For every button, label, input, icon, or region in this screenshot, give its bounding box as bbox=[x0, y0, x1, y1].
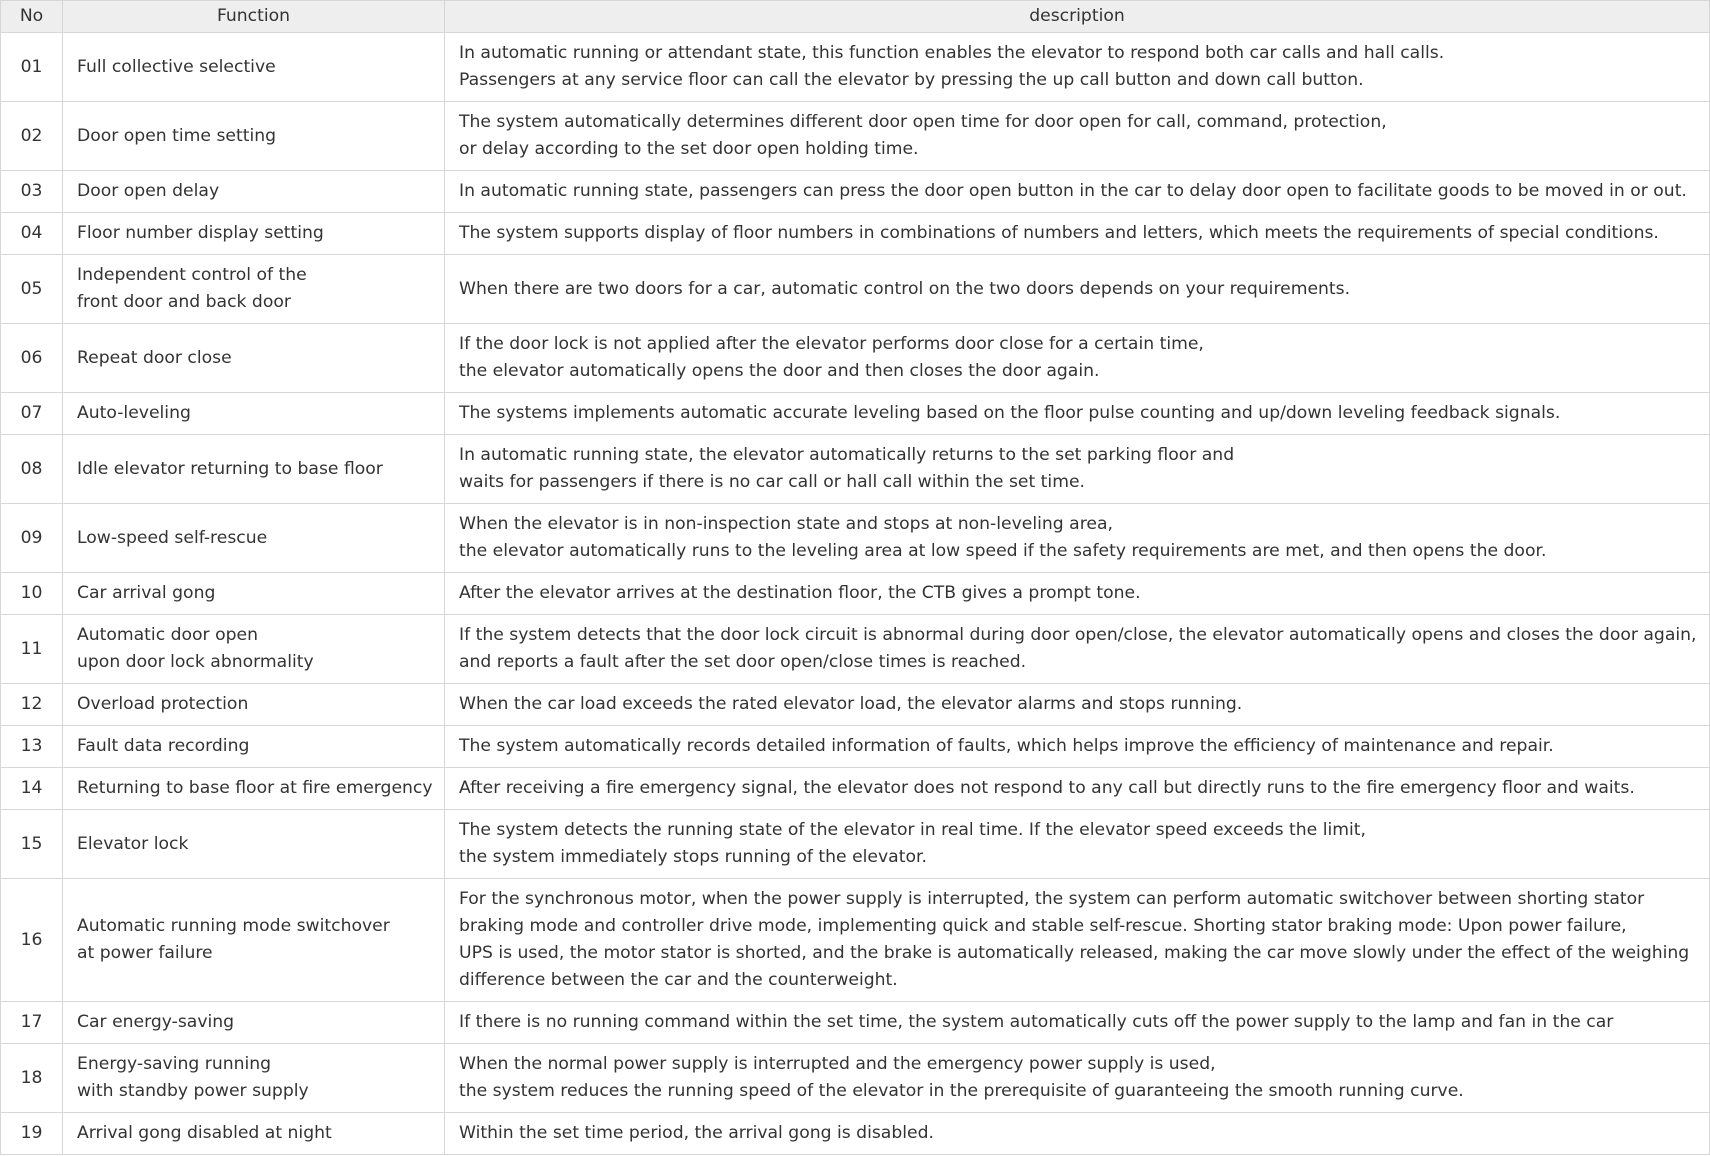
function-text: with standby power supply bbox=[77, 1081, 309, 1101]
function-text: Car arrival gong bbox=[77, 583, 216, 603]
function-text: Full collective selective bbox=[77, 56, 276, 77]
header-no: No bbox=[1, 1, 63, 33]
description-cell bbox=[445, 768, 1710, 810]
description-text: When there are two doors for a car, automatic control on the two doors depends on your requirements. bbox=[459, 278, 1351, 299]
description-cell bbox=[445, 1044, 1710, 1113]
function-cell bbox=[63, 102, 445, 171]
description-text: the system immediately stops running of the elevator. bbox=[459, 847, 927, 867]
function-cell bbox=[63, 504, 445, 573]
description-text: The system automatically determines different door open time for door open for call, command, protection, bbox=[459, 112, 1387, 132]
header-description: description bbox=[445, 1, 1710, 33]
description-text: If the door lock is not applied after the elevator performs door close for a certain time, bbox=[459, 334, 1204, 354]
function-cell bbox=[63, 255, 445, 324]
function-cell bbox=[63, 684, 445, 726]
function-cell bbox=[63, 393, 445, 435]
table-row bbox=[1, 504, 1710, 573]
table-row bbox=[1, 435, 1710, 504]
row-number: 11 bbox=[1, 615, 63, 684]
description-cell bbox=[445, 171, 1710, 213]
description-text: For the synchronous motor, when the power supply is interrupted, the system can perform automatic switchover between shorting stator bbox=[459, 889, 1645, 909]
function-text: front door and back door bbox=[77, 292, 291, 312]
description-text: The systems implements automatic accurate leveling based on the floor pulse counting and up/down leveling feedback signals. bbox=[459, 403, 1561, 423]
description-cell bbox=[445, 393, 1710, 435]
row-number: 19 bbox=[1, 1113, 63, 1155]
row-number: 10 bbox=[1, 573, 63, 615]
table-row bbox=[1, 102, 1710, 171]
description-text: The system supports display of floor numbers in combinations of numbers and letters, which meets the requirements of special conditions. bbox=[459, 223, 1659, 243]
table-row bbox=[1, 324, 1710, 393]
description-text: Passengers at any service floor can call the elevator by pressing the up call button and down call button. bbox=[459, 70, 1364, 90]
description-cell bbox=[445, 213, 1710, 255]
function-cell bbox=[63, 171, 445, 213]
row-number: 05 bbox=[1, 255, 63, 324]
description-text: After the elevator arrives at the destination floor, the CTB gives a prompt tone. bbox=[459, 583, 1141, 603]
function-text: Energy-saving running bbox=[77, 1054, 272, 1074]
function-text: at power failure bbox=[77, 943, 213, 963]
description-text: When the elevator is in non-inspection state and stops at non-leveling area, bbox=[459, 514, 1113, 534]
table-row bbox=[1, 573, 1710, 615]
function-text: upon door lock abnormality bbox=[77, 652, 314, 672]
description-cell bbox=[445, 435, 1710, 504]
header-function: Function bbox=[63, 1, 445, 33]
table-row bbox=[1, 768, 1710, 810]
row-number: 07 bbox=[1, 393, 63, 435]
function-text: Arrival gong disabled at night bbox=[77, 1123, 332, 1143]
description-cell bbox=[445, 33, 1710, 102]
description-text: Within the set time period, the arrival gong is disabled. bbox=[459, 1123, 934, 1143]
description-text: In automatic running or attendant state, this function enables the elevator to respond both car calls and hall calls. bbox=[459, 43, 1445, 63]
function-text: Elevator lock bbox=[77, 833, 189, 854]
description-text: When the normal power supply is interrupted and the emergency power supply is used, bbox=[459, 1054, 1216, 1074]
description-cell bbox=[445, 1113, 1710, 1155]
table-row bbox=[1, 171, 1710, 213]
row-number: 09 bbox=[1, 504, 63, 573]
description-text: If the system detects that the door lock circuit is abnormal during door open/close, the elevator automatically opens and closes the door again, bbox=[459, 625, 1697, 645]
table-row bbox=[1, 33, 1710, 102]
table-row bbox=[1, 879, 1710, 1002]
table-row bbox=[1, 726, 1710, 768]
row-number: 06 bbox=[1, 324, 63, 393]
description-text: The system automatically records detailed information of faults, which helps improve the efficiency of maintenance and repair. bbox=[459, 736, 1554, 756]
description-text: If there is no running command within the set time, the system automatically cuts off the power supply to the lamp and fan in the car bbox=[459, 1012, 1614, 1032]
description-text: braking mode and controller drive mode, implementing quick and stable self-rescue. Shorting stator braking mode: Upon power failure, bbox=[459, 916, 1627, 936]
description-text: When the car load exceeds the rated elevator load, the elevator alarms and stops running. bbox=[459, 694, 1243, 714]
row-number: 17 bbox=[1, 1002, 63, 1044]
description-cell bbox=[445, 324, 1710, 393]
function-text: Repeat door close bbox=[77, 347, 232, 368]
function-cell bbox=[63, 324, 445, 393]
description-cell bbox=[445, 879, 1710, 1002]
function-text: Door open delay bbox=[77, 181, 220, 201]
row-number: 14 bbox=[1, 768, 63, 810]
function-cell bbox=[63, 879, 445, 1002]
function-cell bbox=[63, 726, 445, 768]
description-cell bbox=[445, 810, 1710, 879]
table-body bbox=[1, 33, 1710, 1155]
table-header bbox=[1, 1, 1710, 33]
table-row bbox=[1, 1002, 1710, 1044]
function-text: Auto-leveling bbox=[77, 403, 191, 423]
row-number: 04 bbox=[1, 213, 63, 255]
description-text: the elevator automatically opens the door and then closes the door again. bbox=[459, 361, 1100, 381]
function-text: Overload protection bbox=[77, 694, 249, 714]
row-number: 01 bbox=[1, 33, 63, 102]
description-cell bbox=[445, 504, 1710, 573]
function-text: Automatic door open bbox=[77, 625, 258, 645]
header-row bbox=[1, 1, 1710, 33]
description-text: waits for passengers if there is no car call or hall call within the set time. bbox=[459, 472, 1085, 492]
description-text: or delay according to the set door open holding time. bbox=[459, 139, 919, 159]
description-cell bbox=[445, 102, 1710, 171]
function-text: Independent control of the bbox=[77, 265, 307, 285]
table-row bbox=[1, 615, 1710, 684]
function-cell bbox=[63, 573, 445, 615]
description-text: After receiving a fire emergency signal, the elevator does not respond to any call but directly runs to the fire emergency floor and waits. bbox=[459, 778, 1635, 798]
table-row bbox=[1, 1113, 1710, 1155]
description-cell bbox=[445, 255, 1710, 324]
table-row bbox=[1, 393, 1710, 435]
description-text: In automatic running state, passengers can press the door open button in the car to delay door open to facilitate goods to be moved in or out. bbox=[459, 181, 1687, 201]
description-cell bbox=[445, 684, 1710, 726]
description-cell bbox=[445, 1002, 1710, 1044]
table-row bbox=[1, 1044, 1710, 1113]
function-cell bbox=[63, 1002, 445, 1044]
function-cell bbox=[63, 1044, 445, 1113]
table-row bbox=[1, 255, 1710, 324]
row-number: 02 bbox=[1, 102, 63, 171]
function-text: Low-speed self-rescue bbox=[77, 527, 268, 548]
description-text: In automatic running state, the elevator automatically returns to the set parking floor and bbox=[459, 445, 1235, 465]
function-text: Automatic running mode switchover bbox=[77, 916, 390, 936]
description-text: the elevator automatically runs to the leveling area at low speed if the safety requirements are met, and then opens the door. bbox=[459, 541, 1547, 561]
description-cell bbox=[445, 726, 1710, 768]
description-text: the system reduces the running speed of the elevator in the prerequisite of guaranteeing the smooth running curve. bbox=[459, 1081, 1464, 1101]
function-cell bbox=[63, 33, 445, 102]
description-text: difference between the car and the counterweight. bbox=[459, 970, 898, 990]
table-row bbox=[1, 213, 1710, 255]
function-cell bbox=[63, 213, 445, 255]
function-cell bbox=[63, 768, 445, 810]
description-text: UPS is used, the motor stator is shorted, and the brake is automatically released, making the car move slowly under the effect of the weighing bbox=[459, 943, 1690, 963]
description-cell bbox=[445, 573, 1710, 615]
row-number: 15 bbox=[1, 810, 63, 879]
row-number: 16 bbox=[1, 879, 63, 1002]
row-number: 03 bbox=[1, 171, 63, 213]
function-text: Car energy-saving bbox=[77, 1012, 235, 1032]
table-row bbox=[1, 810, 1710, 879]
row-number: 13 bbox=[1, 726, 63, 768]
function-text: Fault data recording bbox=[77, 736, 250, 756]
function-cell bbox=[63, 435, 445, 504]
function-cell bbox=[63, 810, 445, 879]
function-text: Idle elevator returning to base floor bbox=[77, 458, 383, 479]
function-cell bbox=[63, 1113, 445, 1155]
row-number: 18 bbox=[1, 1044, 63, 1113]
table-row bbox=[1, 684, 1710, 726]
row-number: 08 bbox=[1, 435, 63, 504]
function-text: Floor number display setting bbox=[77, 223, 324, 243]
row-number: 12 bbox=[1, 684, 63, 726]
description-text: and reports a fault after the set door open/close times is reached. bbox=[459, 652, 1027, 672]
description-text: The system detects the running state of the elevator in real time. If the elevator speed exceeds the limit, bbox=[459, 820, 1366, 840]
description-cell bbox=[445, 615, 1710, 684]
function-cell bbox=[63, 615, 445, 684]
function-text: Door open time setting bbox=[77, 125, 277, 146]
function-text: Returning to base floor at fire emergency bbox=[77, 778, 433, 798]
